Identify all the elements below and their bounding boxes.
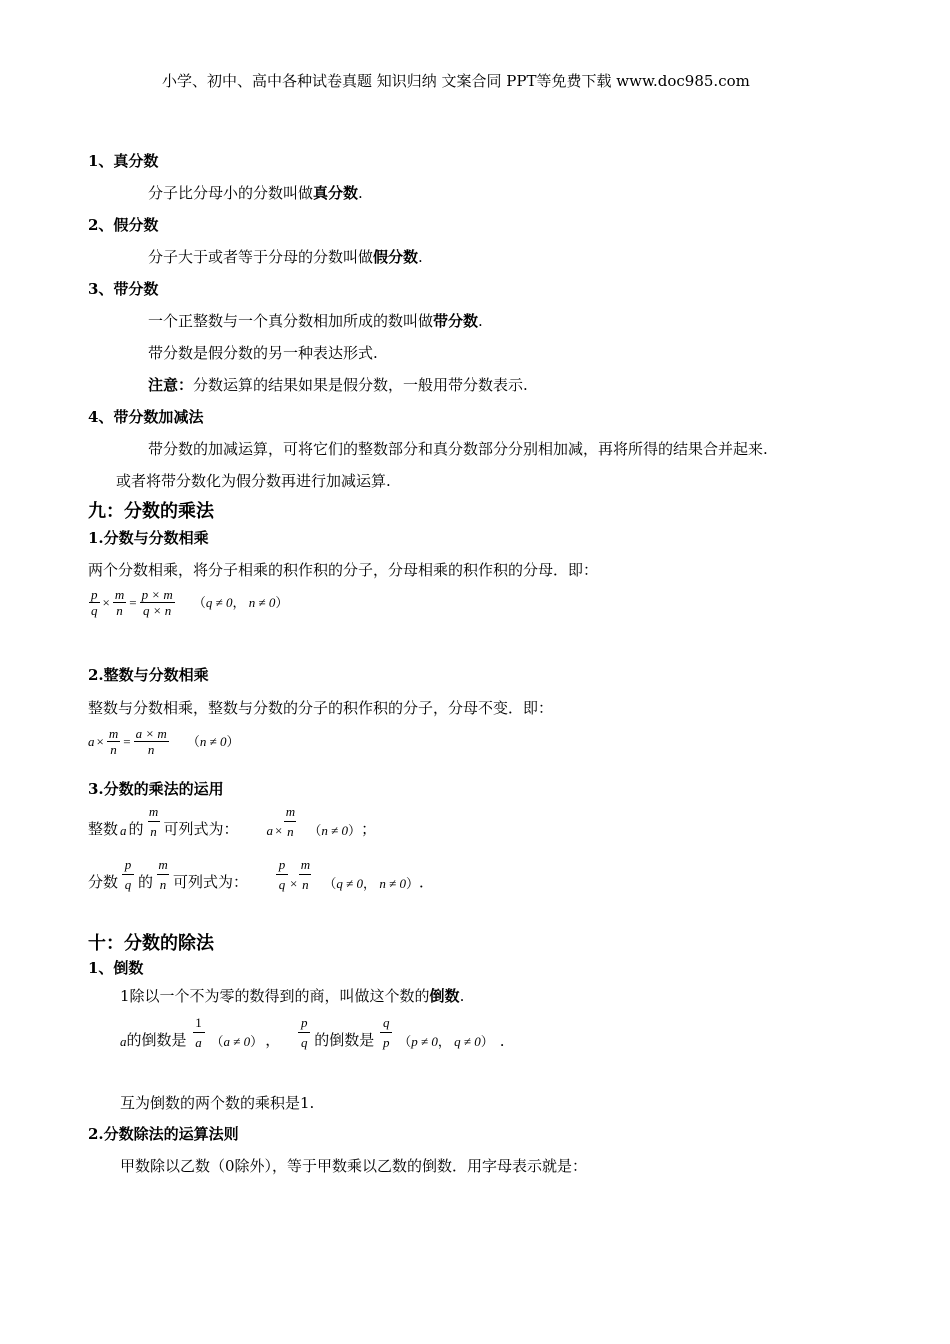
condition-2: n ≠ 0 [248, 595, 276, 610]
fraction [122, 857, 134, 892]
condition-1: p ≠ 0 [411, 1034, 438, 1049]
application-line-integer: 整数 a 的 m n 可列式为： a × m n （n ≠ 0） ； [88, 804, 377, 839]
denominator: a [195, 1035, 202, 1050]
numerator: p [124, 857, 132, 872]
mixed-number-attention [148, 374, 528, 395]
attention-text: 分数运算的结果如果是假分数，一般用带分数表示. [193, 376, 528, 394]
numerator: m [158, 857, 168, 872]
application-text: 可列式为： [173, 873, 249, 891]
application-text: 整数 [88, 820, 119, 838]
condition: n ≠ 0 [321, 823, 349, 838]
fraction [299, 857, 311, 892]
fraction [276, 857, 288, 892]
formula-condition: （a ≠ 0） [210, 1034, 264, 1049]
section-title-division: 十：分数的除法 [88, 933, 214, 954]
fraction [148, 804, 160, 839]
reciprocal-examples: a 的倒数是 1 a （a ≠ 0） ， p q 的倒数是 q p （p ≠ 0， q ≠ 0） . [120, 1015, 505, 1050]
denominator: n [159, 877, 167, 892]
definition-reciprocal [120, 985, 464, 1006]
integer-variable: a [266, 823, 274, 838]
section-title-multiplication: 九：分数的乘法 [88, 501, 214, 522]
attention-label: 注意： [148, 376, 194, 394]
heading-mixed-add-sub: 4、带分数加减法 [88, 408, 204, 426]
definition-end: . [478, 312, 483, 330]
example-text: 的倒数是 [126, 1031, 187, 1049]
integer-variable: a [88, 734, 95, 749]
denominator: n [116, 603, 123, 618]
heading-mixed-number: 3、带分数 [88, 280, 159, 298]
numerator: p [278, 857, 286, 872]
numerator: m [114, 587, 125, 602]
example-text: 的倒数是 [314, 1031, 375, 1049]
variable: a [120, 1034, 127, 1049]
definition-text: 分子比分母小的分数叫做 [148, 184, 314, 202]
numerator: m [148, 804, 159, 819]
integer-variable: a [120, 823, 127, 838]
heading-multiplication-application: 3.分数的乘法的运用 [88, 780, 224, 798]
fraction-times-fraction-text: 两个分数相乘，将分子相乘的积作积的分子，分母相乘的积作积的分母．即： [88, 561, 599, 579]
mixed-number-note-line: 带分数是假分数的另一种表达形式. [148, 344, 378, 362]
mixed-add-sub-line1: 带分数的加减运算，可将它们的整数部分和真分数部分分别相加减，再将所得的结果合并起来. [148, 440, 768, 458]
fraction [193, 1015, 205, 1050]
fraction [380, 1015, 392, 1050]
fraction [113, 587, 126, 618]
division-rule-text: 甲数除以乙数（0除外），等于甲数乘以乙数的倒数．用字母表示就是： [120, 1157, 588, 1175]
numerator: p × m [141, 587, 173, 602]
denominator: q [91, 603, 98, 618]
fraction [89, 587, 100, 618]
formula-integer-times-fraction: a × $\frac{m}{n}$ = $\frac{a \times m}{n}$ （n ≠ 0） [88, 726, 240, 757]
reciprocal-product-line: 互为倒数的两个数的乘积是1. [120, 1094, 315, 1112]
formula-condition: （q ≠ 0， n ≠ 0） [323, 876, 419, 891]
denominator: q [278, 877, 286, 892]
mixed-add-sub-line2: 或者将带分数化为假分数再进行加减运算. [116, 472, 391, 490]
denominator: n [287, 824, 294, 839]
definition-text: 1除以一个不为零的数得到的商，叫做这个数的 [120, 987, 430, 1005]
integer-times-fraction-text: 整数与分数相乘，整数与分数的分子的积作积的分子，分母不变．即： [88, 699, 554, 717]
example-end: . [499, 1032, 505, 1050]
numerator: 1 [195, 1015, 202, 1030]
application-text: 的 [128, 820, 144, 838]
heading-fraction-times-fraction: 1.分数与分数相乘 [88, 529, 209, 547]
application-end: ． [418, 873, 434, 891]
definition-mixed-number [148, 310, 483, 331]
definition-text: 一个正整数与一个真分数相加所成的数叫做 [148, 312, 434, 330]
denominator: n [110, 742, 117, 757]
application-text: 的 [138, 873, 154, 891]
definition-end: . [459, 987, 465, 1005]
numerator: a × m [135, 726, 167, 741]
denominator: n [150, 824, 157, 839]
definition-end: . [358, 184, 363, 202]
definition-term: 倒数 [429, 987, 460, 1005]
condition: n ≠ 0 [199, 734, 227, 749]
condition-2: n ≠ 0 [379, 876, 406, 891]
fraction [284, 804, 296, 839]
definition-end: . [418, 248, 423, 266]
formula-condition: （n ≠ 0） [186, 734, 240, 749]
fraction [140, 587, 175, 618]
denominator: q [300, 1035, 308, 1050]
denominator: n [302, 877, 309, 892]
fraction [157, 857, 169, 892]
condition-1: q ≠ 0 [205, 595, 233, 610]
heading-reciprocal: 1、倒数 [88, 959, 144, 977]
numerator: m [108, 726, 119, 741]
numerator: q [382, 1015, 390, 1030]
denominator: q × n [143, 603, 172, 618]
definition-text: 分子大于或者等于分母的分数叫做 [148, 248, 374, 266]
formula-fraction-times-fraction: $\frac{p}{q}$ × $\frac{m}{n}$ = $\frac{p \times m}{q \times n}$ （q ≠ 0， n ≠ 0） [91, 587, 289, 618]
denominator: q [124, 877, 132, 892]
application-text: 可列式为： [163, 820, 239, 838]
numerator: p [300, 1015, 308, 1030]
heading-division-rule: 2.分数除法的运算法则 [88, 1125, 239, 1143]
formula-condition: （p ≠ 0， q ≠ 0） [398, 1034, 494, 1049]
heading-proper-fraction: 1、真分数 [88, 152, 159, 170]
fraction [298, 1015, 310, 1050]
page-header: 小学、初中、高中各种试卷真题 知识归纳 文案合同 PPT等免费下载 www.doc985.com [162, 72, 750, 90]
numerator: m [285, 804, 296, 819]
definition-proper-fraction [148, 182, 363, 203]
formula-condition: （q ≠ 0， n ≠ 0） [192, 595, 289, 610]
condition-2: q ≠ 0 [454, 1034, 481, 1049]
denominator: p [382, 1035, 390, 1050]
fraction [107, 726, 120, 757]
application-text: 分数 [88, 873, 119, 891]
fraction [134, 726, 169, 757]
denominator: n [147, 742, 155, 757]
numerator: m [300, 857, 311, 872]
application-line-fraction: 分数 p q 的 m n 可列式为： p q × m n （q ≠ 0， n ≠ 0） ． [88, 857, 434, 892]
numerator: p [91, 587, 98, 602]
definition-term: 假分数 [373, 248, 419, 266]
definition-improper-fraction [148, 246, 423, 267]
condition: a ≠ 0 [223, 1034, 251, 1049]
heading-integer-times-fraction: 2.整数与分数相乘 [88, 666, 209, 684]
heading-improper-fraction: 2、假分数 [88, 216, 159, 234]
formula-condition: （n ≠ 0） [308, 823, 362, 838]
application-end: ； [361, 820, 377, 838]
definition-term: 带分数 [433, 312, 479, 330]
definition-term: 真分数 [313, 184, 359, 202]
condition-1: q ≠ 0 [336, 876, 364, 891]
